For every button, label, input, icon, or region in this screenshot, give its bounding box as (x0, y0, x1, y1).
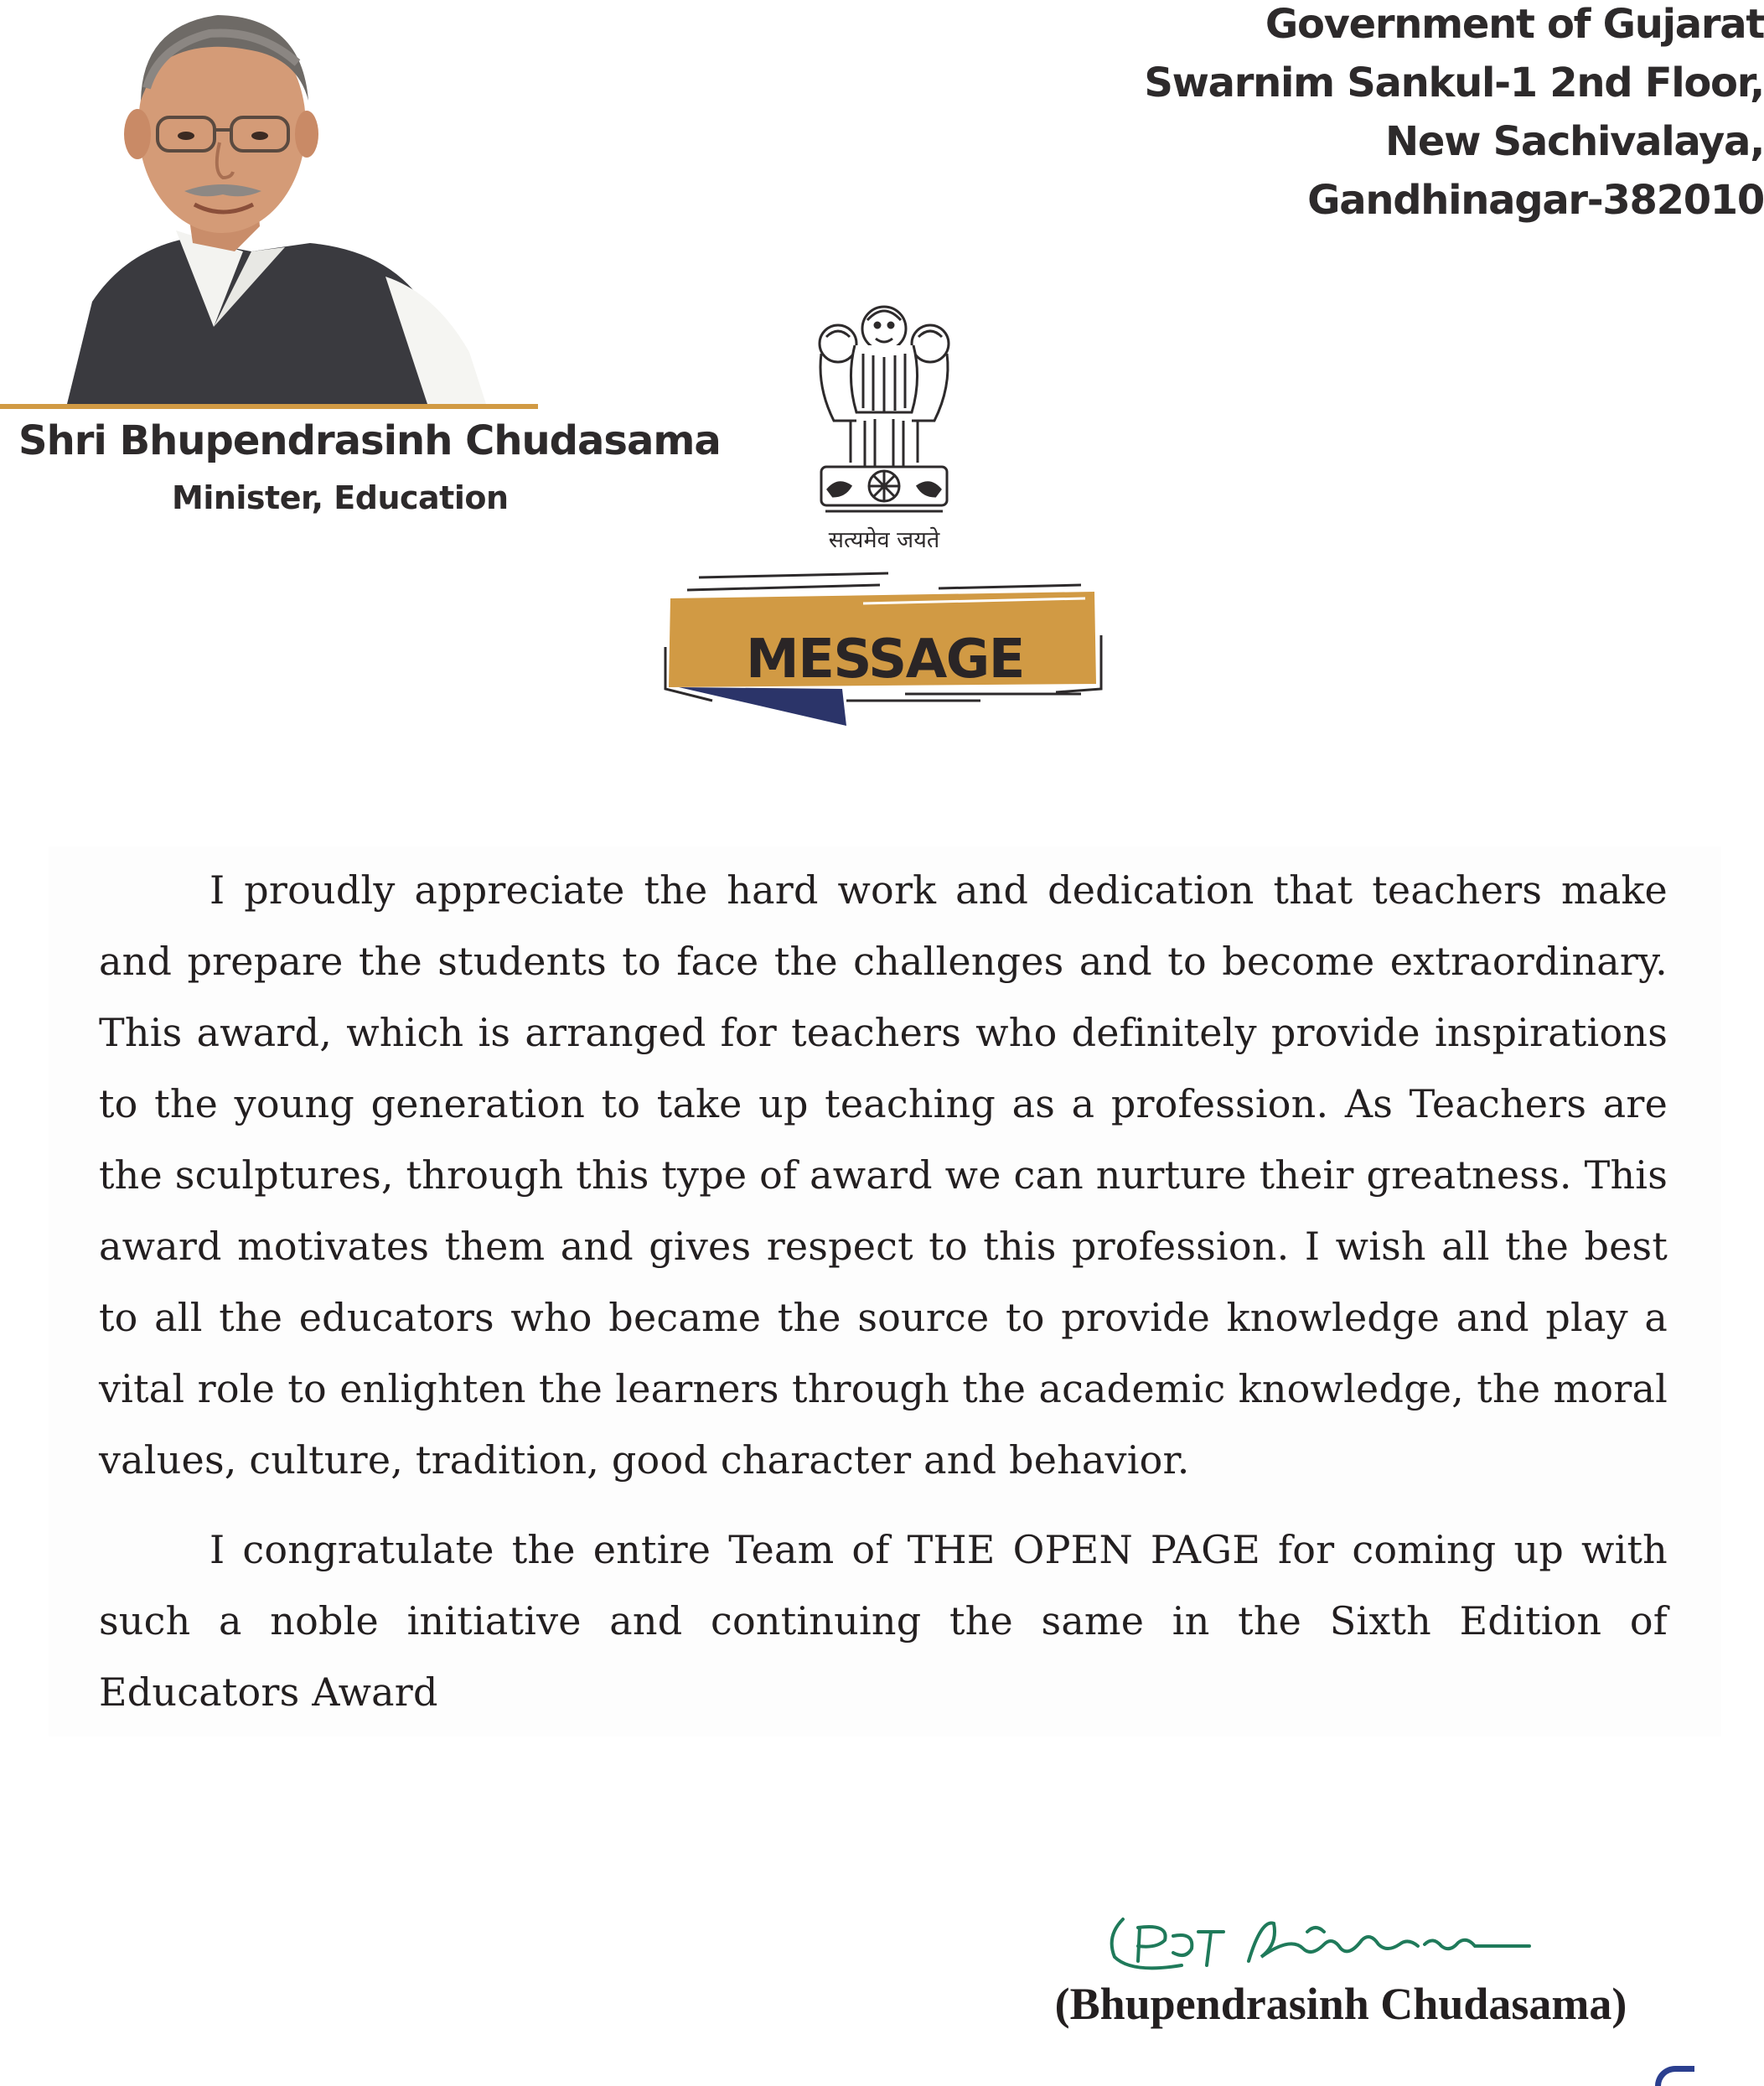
address-line: Gandhinagar-382010 (1307, 177, 1764, 224)
address-line: Swarnim Sankul-1 2nd Floor, (1144, 60, 1764, 106)
signatory-name: (Bhupendrasinh Chudasama) (1054, 1979, 1627, 2029)
message-paragraph: I congratulate the entire Team of THE OPEN PAGE for coming up with such a noble initiative and continuing the same in the Sixth Edition of Educators Award (99, 1527, 1668, 1715)
name-underline-rule (0, 404, 538, 409)
address-line: New Sachivalaya, (1385, 118, 1764, 165)
message-banner (662, 570, 1115, 729)
address-line: Government of Gujarat (1265, 1, 1764, 48)
message-heading: MESSAGE (746, 629, 1024, 691)
minister-portrait (34, 0, 503, 404)
message-paragraph: I proudly appreciate the hard work and dedication that teachers make and prepare the students to face the challenges and to become extraordinary. This award, which is arranged for teachers who definitely provide inspirations to the young generation to take up teaching as a profession. As Teachers are the sculptures, through this type of award we can nurture their greatness. This award motivates them and gives respect to this profession. I wish all the best to all the educators who became the source to provide knowledge and play a vital role to enlighten the learners through the academic knowledge, the moral values, culture, tradition, good character and behavior. (99, 867, 1668, 1483)
minister-name: Shri Bhupendrasinh Chudasama (18, 417, 721, 464)
corner-decoration (1655, 2066, 1694, 2086)
minister-title: Minister, Education (172, 479, 509, 516)
office-address (1127, 0, 1764, 230)
message-body (99, 855, 1668, 1728)
national-emblem-icon (804, 295, 964, 523)
emblem-motto: सत्यमेव जयते (828, 527, 940, 553)
